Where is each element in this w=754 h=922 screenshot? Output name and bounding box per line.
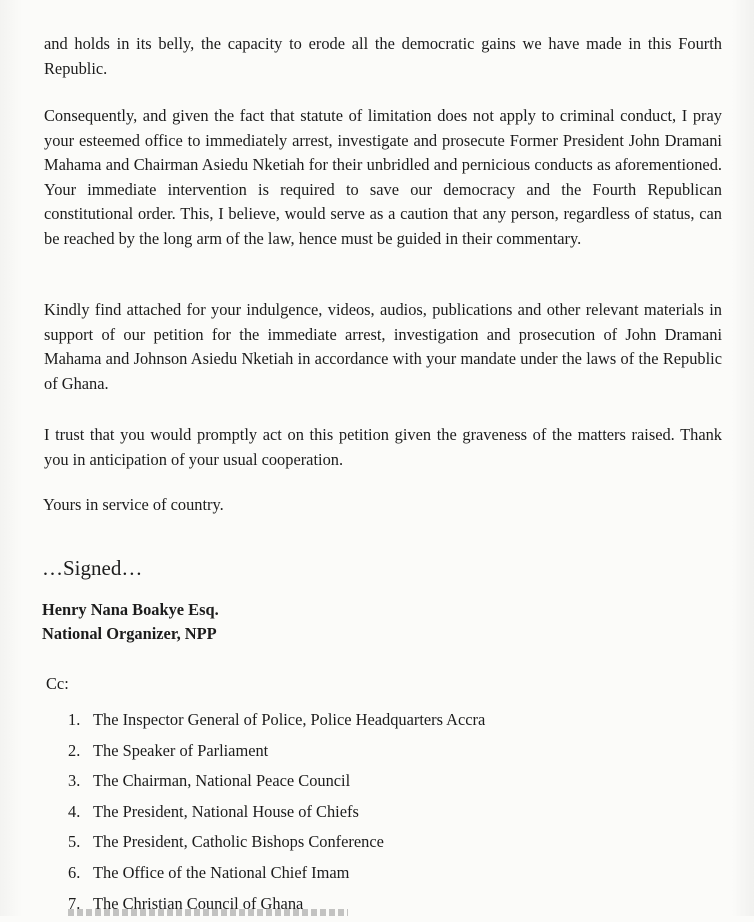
cc-item — [68, 830, 485, 861]
cc-item-number: 4. — [68, 801, 81, 821]
cc-item-number: 7. — [68, 893, 81, 913]
cc-item — [68, 708, 485, 739]
cc-item-text: The Inspector General of Police, Police Headquarters Accra — [93, 710, 486, 729]
cc-item-text: The President, Catholic Bishops Conference — [93, 832, 384, 852]
cc-item-number: 1. — [68, 710, 81, 729]
cc-item — [68, 800, 485, 831]
signatory-name: Henry Nana Boakye Esq. — [42, 600, 219, 619]
cc-label: Cc: — [46, 674, 69, 693]
paragraph-1: and holds in its belly, the capacity to erode all the democratic gains we have made in this Fourth Republic. — [44, 34, 722, 78]
cc-item — [68, 739, 485, 770]
cc-item-text: The Christian Council of Ghana — [93, 893, 304, 913]
cc-item — [68, 892, 485, 922]
cc-item-number: 2. — [68, 740, 81, 760]
signatory-title: National Organizer, NPP — [42, 624, 217, 643]
cc-item-number: 6. — [68, 862, 81, 882]
signed-line: …Signed… — [42, 556, 143, 580]
paragraph-4: I trust that you would promptly act on this petition given the graveness of the matters raised. Thank you in anticipation of your usual cooperation. — [44, 425, 722, 469]
closing-line: Yours in service of country. — [43, 495, 224, 514]
cc-item — [68, 861, 485, 892]
cc-item-number: 3. — [68, 771, 81, 791]
cropped-next-line — [68, 909, 348, 916]
cc-item-text: The Speaker of Parliament — [93, 740, 269, 760]
cc-item-text: The Chairman, National Peace Council — [93, 771, 351, 791]
cc-item — [68, 769, 485, 800]
cc-list — [68, 708, 485, 922]
paragraph-3: Kindly find attached for your indulgence, videos, audios, publications and other relevant materials in support of our petition for the immediate arrest, investigation and prosecution of John Dramani Mahama and Johnson Asiedu Nketiah in accordance with your mandate under the laws of the Republic of Ghana. — [44, 300, 722, 393]
cc-item-number: 5. — [68, 832, 81, 852]
cc-item-text: The Office of the National Chief Imam — [93, 862, 350, 882]
paragraph-2: Consequently, and given the fact that statute of limitation does not apply to criminal conduct, I pray your esteemed office to immediately arrest, investigate and prosecute Former President John Dramani Mahama and Chairman Asiedu Nketiah for their unbridled and pernicious conducts as aforementioned. Your immediate intervention is required to save our democracy and the Fourth Republican constitutional order. This, I believe, would serve as a caution that any person, regardless of status, can be reached by the long arm of the law, hence must be guided in their commentary. — [44, 106, 722, 248]
cc-item-text: The President, National House of Chiefs — [93, 801, 359, 821]
